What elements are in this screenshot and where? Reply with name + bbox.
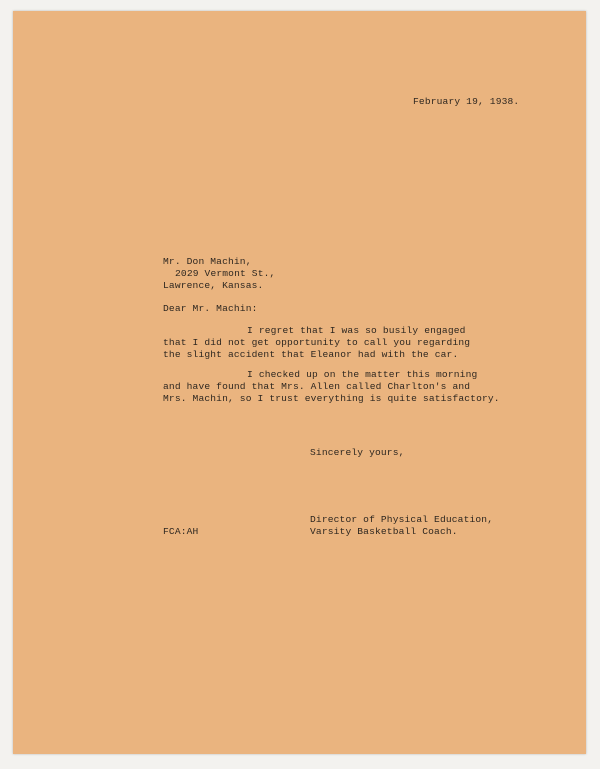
recipient-street: 2029 Vermont St., xyxy=(175,268,276,279)
paragraph-2-line: and have found that Mrs. Allen called Charlton's and xyxy=(163,381,471,392)
salutation: Dear Mr. Machin: xyxy=(163,303,258,314)
closing: Sincerely yours, xyxy=(310,447,405,458)
signature-title-line: Director of Physical Education, xyxy=(310,514,494,525)
recipient-name: Mr. Don Machin, xyxy=(163,256,252,267)
reference-initials: FCA:AH xyxy=(163,526,199,537)
signature-title-line: Varsity Basketball Coach. xyxy=(310,526,458,537)
paragraph-1-line: I regret that I was so busily engaged xyxy=(247,325,466,336)
paragraph-2-line: I checked up on the matter this morning xyxy=(247,369,478,380)
paragraph-2-line: Mrs. Machin, so I trust everything is quite satisfactory. xyxy=(163,393,500,404)
paragraph-1-line: the slight accident that Eleanor had with the car. xyxy=(163,349,459,360)
paragraph-1-line: that I did not get opportunity to call you regarding xyxy=(163,337,471,348)
recipient-city: Lawrence, Kansas. xyxy=(163,280,264,291)
letter-date: February 19, 1938. xyxy=(413,96,520,107)
